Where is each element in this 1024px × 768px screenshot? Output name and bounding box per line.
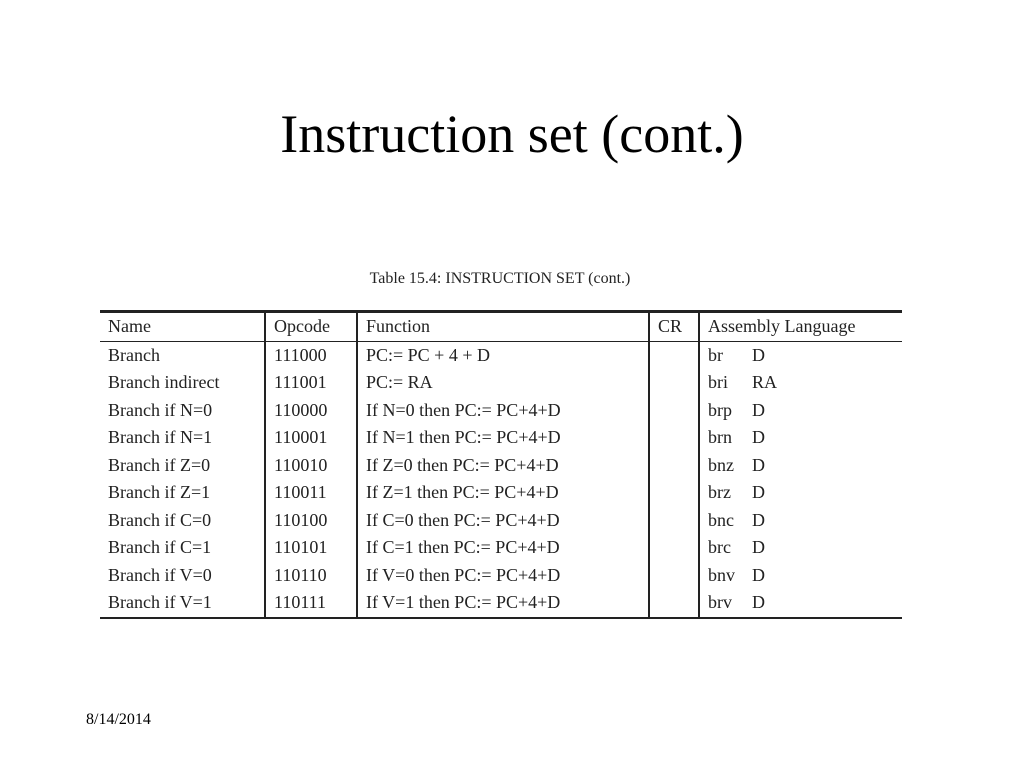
cell-name: Branch if N=1 [108, 427, 213, 447]
cell-name: Branch if Z=1 [108, 482, 211, 502]
table-row [100, 452, 902, 480]
header-row [100, 312, 902, 342]
cell-assembly [699, 341, 902, 369]
cell-assembly [699, 397, 902, 425]
cell-name: Branch if V=1 [108, 592, 212, 612]
table-row [100, 397, 902, 425]
cell-mnemonic: bnc [708, 509, 734, 530]
cell-opcode: 111001 [265, 369, 357, 397]
cell-cr [649, 507, 699, 535]
cell-cr [649, 424, 699, 452]
table-row [100, 341, 902, 369]
cell-cr [649, 534, 699, 562]
instruction-set-table [100, 310, 902, 619]
cell-name: Branch [108, 344, 160, 365]
table-row [100, 369, 902, 397]
cell-opcode: 110110 [265, 562, 357, 590]
cell-operand: D [752, 427, 765, 447]
cell-name: Branch indirect [108, 372, 220, 392]
table-row [100, 589, 902, 618]
cell-function: PC:= PC + 4 + D [357, 341, 649, 369]
cell-operand: RA [752, 372, 778, 392]
cell-cr [649, 397, 699, 425]
cell-function: If V=1 then PC:= PC+4+D [357, 589, 649, 618]
cell-operand: D [752, 564, 765, 585]
header-assembly-language: Assembly Language [699, 312, 902, 342]
cell-function: If N=0 then PC:= PC+4+D [357, 397, 649, 425]
cell-assembly [699, 452, 902, 480]
table-caption: Table 15.4: INSTRUCTION SET (cont.) [369, 270, 631, 287]
cell-function: If V=0 then PC:= PC+4+D [357, 562, 649, 590]
cell-opcode: 111000 [265, 341, 357, 369]
cell-assembly [699, 369, 902, 397]
cell-mnemonic: brc [708, 537, 731, 557]
cell-name: Branch if C=1 [108, 537, 212, 557]
table-row [100, 534, 902, 562]
cell-opcode: 110101 [265, 534, 357, 562]
cell-assembly [699, 424, 902, 452]
table-body [100, 341, 902, 618]
cell-mnemonic: brn [708, 427, 732, 447]
cell-opcode: 110000 [265, 397, 357, 425]
table-row [100, 507, 902, 535]
cell-operand: D [752, 592, 765, 612]
header-function: Function [357, 312, 649, 342]
cell-opcode: 110011 [265, 479, 357, 507]
cell-function: If Z=1 then PC:= PC+4+D [357, 479, 649, 507]
cell-assembly [699, 589, 902, 618]
cell-cr [649, 562, 699, 590]
cell-function: If C=0 then PC:= PC+4+D [357, 507, 649, 535]
cell-assembly [699, 507, 902, 535]
table-row [100, 424, 902, 452]
cell-cr [649, 589, 699, 618]
table-row [100, 562, 902, 590]
cell-function: If C=1 then PC:= PC+4+D [357, 534, 649, 562]
header-cr: CR [649, 312, 699, 342]
cell-function: If Z=0 then PC:= PC+4+D [357, 452, 649, 480]
cell-mnemonic: brz [708, 482, 731, 502]
slide-date: 8/14/2014 [86, 711, 151, 728]
slide-title: Instruction set (cont.) [280, 104, 744, 164]
cell-cr [649, 341, 699, 369]
cell-mnemonic: bri [708, 372, 728, 392]
table-row [100, 479, 902, 507]
cell-opcode: 110001 [265, 424, 357, 452]
cell-operand: D [752, 482, 765, 502]
cell-opcode: 110010 [265, 452, 357, 480]
cell-name: Branch if C=0 [108, 509, 212, 530]
cell-operand: D [752, 454, 765, 475]
cell-operand: D [752, 509, 765, 530]
cell-mnemonic: bnv [708, 564, 735, 585]
cell-mnemonic: brv [708, 592, 732, 612]
table-header [100, 312, 902, 342]
cell-opcode: 110100 [265, 507, 357, 535]
cell-cr [649, 452, 699, 480]
cell-name: Branch if N=0 [108, 399, 213, 420]
cell-operand: D [752, 537, 765, 557]
cell-mnemonic: br [708, 344, 723, 365]
cell-operand: D [752, 399, 765, 420]
cell-mnemonic: bnz [708, 454, 734, 475]
cell-name: Branch if V=0 [108, 564, 212, 585]
header-name: Name [100, 312, 265, 342]
cell-assembly [699, 479, 902, 507]
cell-cr [649, 369, 699, 397]
cell-assembly [699, 562, 902, 590]
cell-name: Branch if Z=0 [108, 454, 211, 475]
cell-operand: D [752, 344, 765, 365]
cell-function: If N=1 then PC:= PC+4+D [357, 424, 649, 452]
header-opcode: Opcode [265, 312, 357, 342]
cell-assembly [699, 534, 902, 562]
cell-function: PC:= RA [357, 369, 649, 397]
cell-cr [649, 479, 699, 507]
cell-mnemonic: brp [708, 399, 732, 420]
cell-opcode: 110111 [265, 589, 357, 618]
